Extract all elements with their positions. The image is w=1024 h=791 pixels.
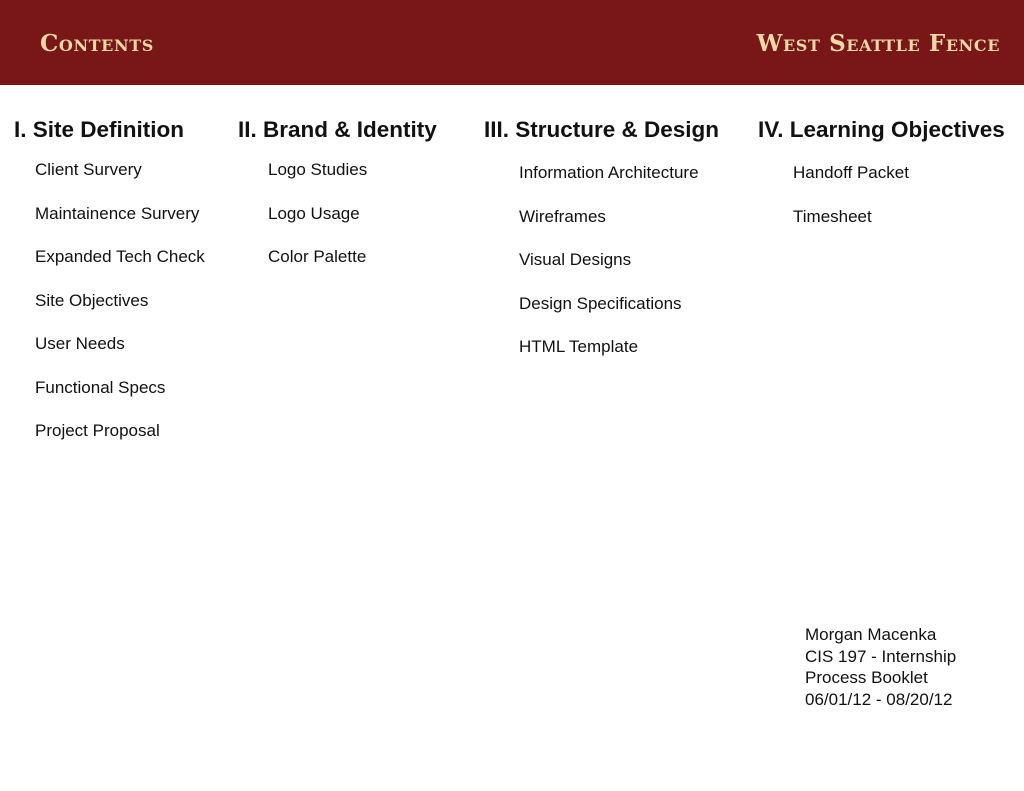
list-item: Logo Studies (268, 160, 368, 179)
section-list (758, 163, 1005, 227)
list-item: User Needs (35, 334, 125, 353)
list-item: Site Objectives (35, 290, 149, 310)
list-item: Client Survery (35, 160, 142, 179)
author-info (805, 624, 956, 710)
section-structure-design (484, 116, 719, 381)
header-banner (0, 0, 1024, 85)
section-list (14, 160, 205, 441)
project-title: West Seattle Fence (756, 30, 1000, 57)
list-item: Visual Designs (519, 250, 632, 269)
section-list (484, 163, 719, 357)
course-name: CIS 197 - Internship (805, 646, 957, 666)
list-item: Timesheet (793, 206, 872, 226)
list-item: Wireframes (519, 206, 606, 226)
list-item: HTML Template (519, 337, 639, 356)
author-name: Morgan Macenka (805, 625, 937, 644)
section-list (238, 160, 437, 267)
list-item: Logo Usage (268, 203, 360, 223)
section-title: IV. Learning Objectives (758, 117, 1005, 142)
section-brand-identity (238, 116, 437, 291)
list-item: Handoff Packet (793, 163, 909, 182)
list-item: Project Proposal (35, 421, 160, 440)
section-title: III. Structure & Design (484, 117, 720, 142)
section-title: II. Brand & Identity (238, 117, 437, 142)
list-item: Functional Specs (35, 377, 166, 397)
date-range: 06/01/12 - 08/20/12 (805, 689, 953, 709)
page-title: Contents (40, 30, 154, 57)
list-item: Expanded Tech Check (35, 247, 205, 266)
section-site-definition (14, 116, 205, 465)
document-name: Process Booklet (805, 668, 928, 687)
section-title: I. Site Definition (14, 117, 185, 142)
list-item: Maintainence Survery (35, 203, 200, 223)
list-item: Information Architecture (519, 163, 699, 182)
section-learning-objectives (758, 116, 1005, 250)
list-item: Design Specifications (519, 293, 682, 313)
list-item: Color Palette (268, 247, 367, 266)
